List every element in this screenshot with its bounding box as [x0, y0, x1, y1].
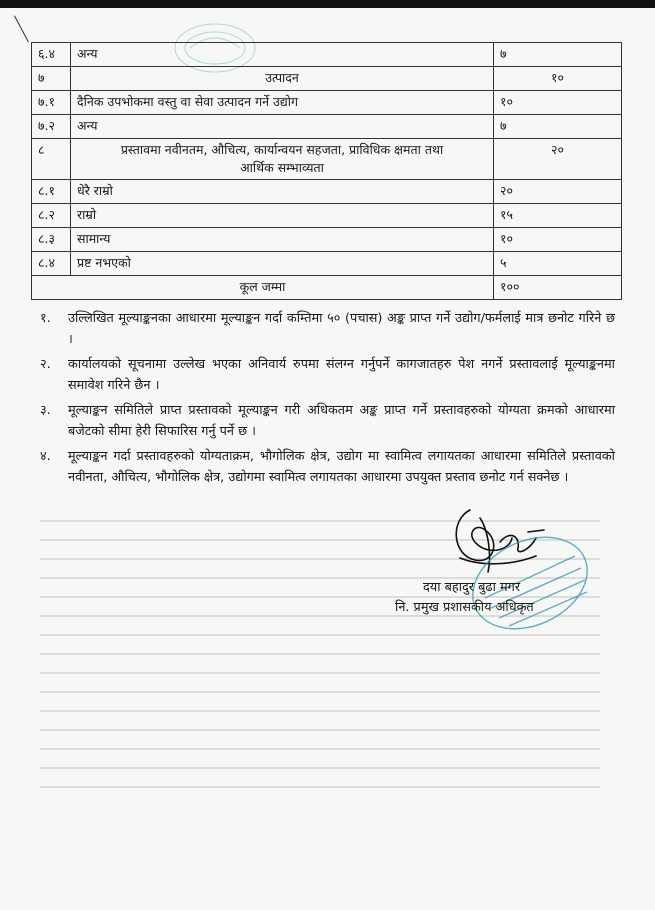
row-label: प्रष्ट नभएको	[71, 252, 494, 276]
signatory-name: दया बहादुर बुढा मगर	[423, 580, 521, 595]
document-page	[0, 8, 655, 910]
row-number: ८.१	[32, 180, 71, 204]
table-row	[32, 91, 622, 115]
page-corner-fold	[14, 16, 29, 43]
list-item	[40, 354, 615, 396]
row-number: ७.१	[32, 91, 71, 115]
row-label-line2: आर्थिक सम्भाव्यता	[240, 160, 324, 175]
table-total-row	[32, 276, 622, 300]
row-label	[71, 139, 494, 180]
row-number: ७	[32, 67, 71, 91]
note-number: १.	[40, 311, 51, 326]
row-score: १०	[494, 67, 622, 91]
row-label: धेरै राम्रो	[71, 180, 494, 204]
note-text: उल्लिखित मूल्याङ्कनका आधारमा मूल्याङ्कन गर्दा कम्तिमा ५० (पचास) अङ्क प्राप्त गर्ने उद्योग/फर्मलाई मात्र छनोट गरिने छ ।	[68, 311, 615, 347]
table-row	[32, 228, 622, 252]
table-row	[32, 204, 622, 228]
list-item	[40, 400, 615, 442]
note-text: मूल्याङ्कन गर्दा प्रस्तावहरुको योग्यताक्रम, भौगोलिक क्षेत्र, उद्योग मा स्वामित्व लगायतका आधारमा समितिले प्रस्तावको नवीनता, औचित्य, भौगोलिक क्षेत्र, उद्योगमा स्वामित्व लगायतका आधारमा उपयुक्त प्रस्ताव छनोट गर्न सक्नेछ ।	[68, 449, 615, 485]
row-label: अन्य	[71, 43, 494, 67]
row-label-line1: प्रस्तावमा नवीनतम, औचित्य, कार्यान्वयन सहजता, प्राविधिक क्षमता तथा	[120, 142, 444, 157]
row-score: ५	[494, 252, 622, 276]
evaluation-criteria-table	[31, 42, 622, 300]
total-label: कूल जम्मा	[32, 276, 494, 300]
note-number: ४.	[40, 449, 51, 464]
row-number: ६.४	[32, 43, 71, 67]
table-row	[32, 139, 622, 180]
table-row	[32, 252, 622, 276]
table-row	[32, 67, 622, 91]
row-label: राम्रो	[71, 204, 494, 228]
note-number: २.	[40, 357, 51, 372]
signatory-block	[395, 578, 615, 618]
row-number: ८.२	[32, 204, 71, 228]
row-score: १५	[494, 204, 622, 228]
total-value: १००	[494, 276, 622, 300]
top-dark-band	[0, 0, 655, 8]
row-score: ७	[494, 115, 622, 139]
table-row	[32, 180, 622, 204]
note-text: कार्यालयको सूचनामा उल्लेख भएका अनिवार्य रुपमा संलग्न गर्नुपर्ने कागजातहरु पेश नगर्ने प्रस्तावलाई मूल्याङ्कनमा समावेश गरिने छैन ।	[68, 357, 615, 393]
table-row	[32, 43, 622, 67]
table-row	[32, 115, 622, 139]
row-score: १०	[494, 228, 622, 252]
row-score: १०	[494, 91, 622, 115]
row-number: ८	[32, 139, 71, 180]
note-text: मूल्याङ्कन समितिले प्राप्त प्रस्तावको मूल्याङ्कन गरी अधिकतम अङ्क प्राप्त गर्ने प्रस्तावहरुको योग्यता क्रमको आधारमा बजेटको सीमा हेरी सिफारिस गर्नु पर्ने छ ।	[68, 403, 615, 439]
row-number: ८.३	[32, 228, 71, 252]
note-number: ३.	[40, 403, 51, 418]
row-number: ८.४	[32, 252, 71, 276]
notes-list	[40, 308, 615, 492]
signatory-title: नि. प्रमुख प्रशासकीय अधिकृत	[395, 600, 534, 615]
list-item	[40, 308, 615, 350]
list-item	[40, 446, 615, 488]
row-label: अन्य	[71, 115, 494, 139]
row-score: २०	[494, 139, 622, 180]
row-score: २०	[494, 180, 622, 204]
row-score: ७	[494, 43, 622, 67]
row-label: उत्पादन	[71, 67, 494, 91]
row-label: दैनिक उपभोकमा वस्तु वा सेवा उत्पादन गर्ने उद्योग	[71, 91, 494, 115]
row-label: सामान्य	[71, 228, 494, 252]
row-number: ७.२	[32, 115, 71, 139]
